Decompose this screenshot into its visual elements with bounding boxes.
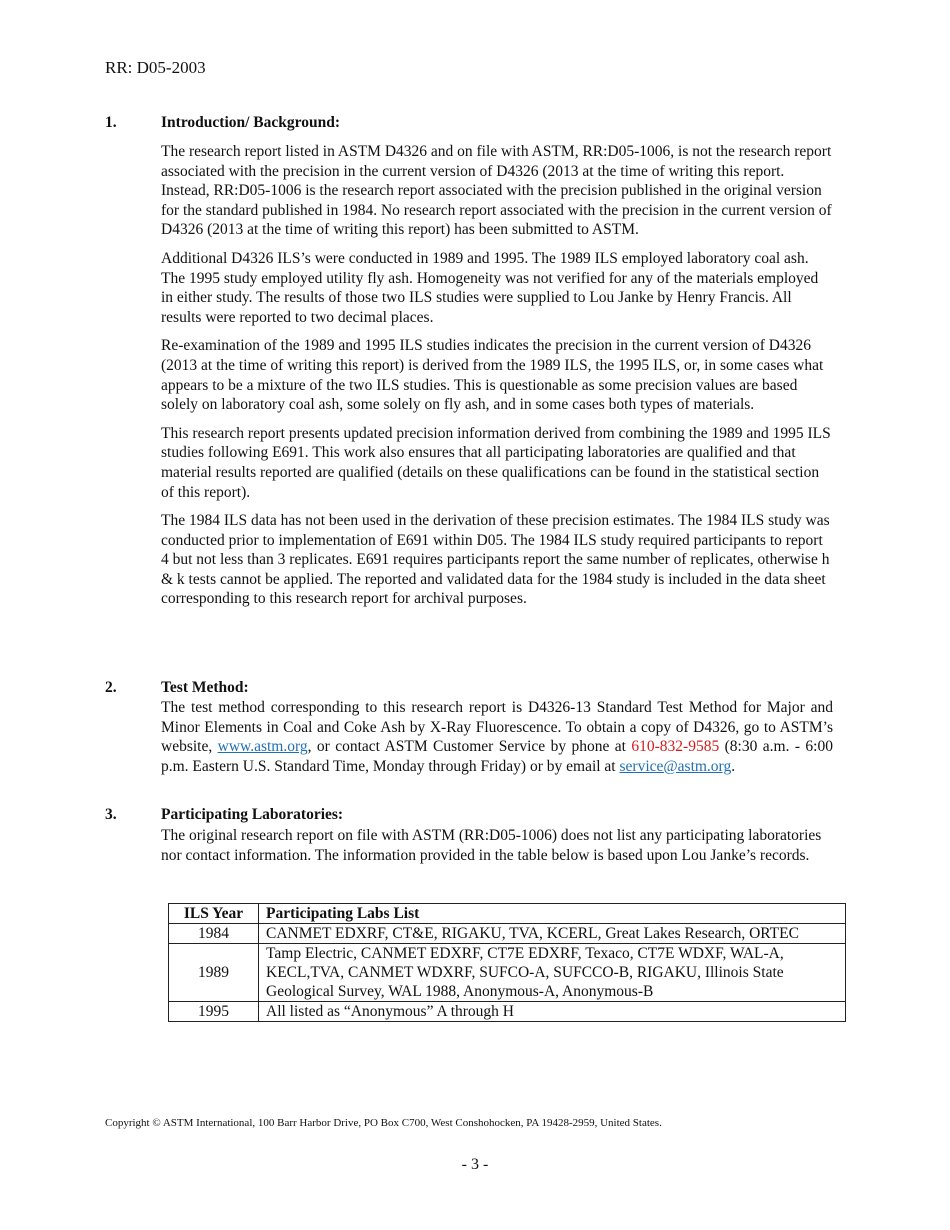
- test-method-text: The test method corresponding to this research report is D4326-13 Standard Test Method for Major and Minor Elements in Coal and Coke Ash by X-Ray Fluorescence. To obtain a copy of D4326, go to ASTM’s website,: [161, 699, 833, 756]
- table-header-row: [169, 904, 846, 924]
- customer-service-phone: 610-832-9585: [631, 738, 720, 756]
- test-method-text: .: [731, 757, 736, 775]
- section-2-body: [161, 698, 833, 776]
- section-1-title: Introduction/ Background:: [161, 114, 341, 131]
- table-row: [169, 1002, 846, 1022]
- table-row: [169, 924, 846, 944]
- section-1-paragraph: The research report listed in ASTM D4326 and on file with ASTM, RR:D05-1006, is not the research report associated with the precision in the current version of D4326 (2013 at the time of writing this report. Instead, RR:D05-1006 is the research report associated with the precision published in the original version for the standard published in 1984. No research report associated with the precision in the current version of D4326 (2013 at the time of writing this report) has been submitted to ASTM.: [161, 143, 832, 239]
- service-email-link[interactable]: service@astm.org: [619, 757, 732, 775]
- labs-list-cell: CANMET EDXRF, CT&E, RIGAKU, TVA, KCERL, Great Lakes Research, ORTEC: [259, 924, 846, 944]
- ils-year-header: ILS Year: [169, 904, 259, 924]
- ils-year-cell: 1984: [169, 924, 259, 944]
- section-3-number: 3.: [105, 806, 117, 823]
- table-row: [169, 944, 846, 1002]
- section-1-paragraph: Re-examination of the 1989 and 1995 ILS studies indicates the precision in the current version of D4326 (2013 at the time of writing this report) is derived from the 1989 ILS, the 1995 ILS, or, in some cases what appears to be a mixture of the two ILS studies. This is questionable as some precision values are based solely on laboratory coal ash, some solely on fly ash, and in some cases both types of materials.: [161, 337, 824, 414]
- astm-website-link[interactable]: www.astm.org: [217, 738, 308, 756]
- labs-list-header: Participating Labs List: [259, 904, 846, 924]
- section-3-paragraph: The original research report on file with ASTM (RR:D05-1006) does not list any participating laboratories nor contact information. The information provided in the table below is based upon Lou Janke’s records.: [161, 827, 822, 864]
- section-2-number: 2.: [105, 679, 117, 696]
- labs-list-cell: Tamp Electric, CANMET EDXRF, CT7E EDXRF, Texaco, CT7E WDXF, WAL-A, KECL,TVA, CANMET WDXRF, SUFCO-A, SUFCCO-B, RIGAKU, Illinois State Geological Survey, WAL 1988, Anonymous-A, Anonymous-B: [259, 944, 846, 1002]
- section-2-title: Test Method:: [161, 679, 249, 696]
- test-method-text: (8:30 a.m. - 6:00 p.m. Eastern U.S. Standard Time, Monday through Friday) or by email at: [161, 738, 833, 775]
- section-3-body: [161, 826, 833, 874]
- section-1-paragraph: Additional D4326 ILS’s were conducted in 1989 and 1995. The 1989 ILS employed laboratory coal ash. The 1995 study employed utility fly ash. Homogeneity was not verified for any of the materials employed in either study. The results of those two ILS studies were supplied to Lou Janke by Henry Francis. All results were reported to two decimal places.: [161, 249, 819, 326]
- ils-year-cell: 1995: [169, 1002, 259, 1022]
- test-method-text: , or contact ASTM Customer Service by phone at: [307, 738, 632, 756]
- section-1-body: [161, 142, 833, 618]
- section-3-title: Participating Laboratories:: [161, 806, 344, 823]
- section-1-paragraph: This research report presents updated precision information derived from combining the 1989 and 1995 ILS studies following E691. This work also ensures that all participating laboratories are qualified and that material results reported are qualified (details on these qualifications can be found in the statistical section of this report).: [161, 424, 831, 501]
- labs-list-cell: All listed as “Anonymous” A through H: [259, 1002, 846, 1022]
- ils-year-cell: 1989: [169, 944, 259, 1002]
- participating-labs-table: [168, 903, 846, 1022]
- section-1-number: 1.: [105, 114, 117, 131]
- copyright-footer: Copyright © ASTM International, 100 Barr Harbor Drive, PO Box C700, West Conshohocken, PA 19428-2959, United States.: [105, 1117, 662, 1129]
- report-id-header: RR: D05-2003: [105, 58, 206, 77]
- section-1-paragraph: The 1984 ILS data has not been used in the derivation of these precision estimates. The 1984 ILS study was conducted prior to implementation of E691 within D05. The 1984 ILS study required participants to report 4 but not less than 3 replicates. E691 requires participants report the same number of replicates, otherwise h & k tests cannot be applied. The reported and validated data for the 1984 study is included in the data sheet corresponding to this research report for archival purposes.: [161, 512, 830, 608]
- page-number: - 3 -: [461, 1156, 489, 1173]
